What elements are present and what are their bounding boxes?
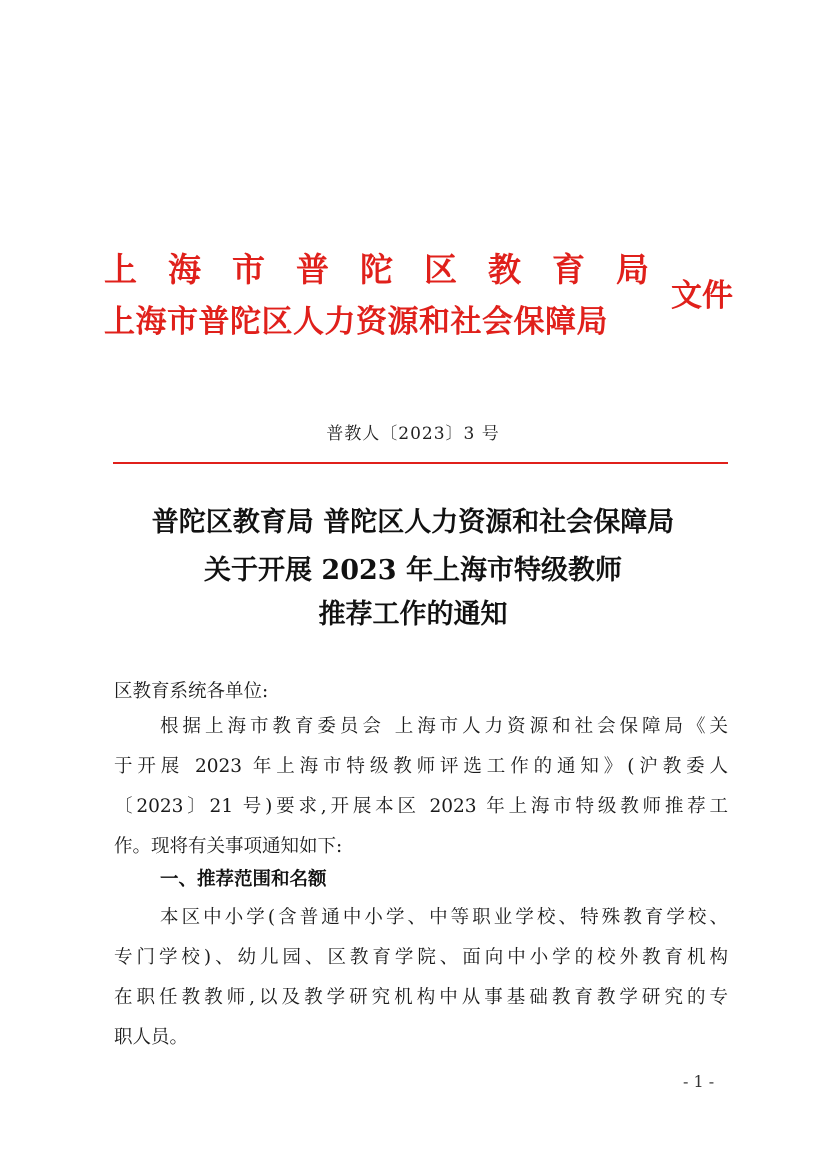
paragraph-line: 根据上海市教育委员会 上海市人力资源和社会保障局《关: [160, 716, 728, 737]
paragraph-basis: [114, 707, 728, 867]
document-number: 普教人〔2023〕3 号: [326, 424, 500, 444]
page-number: - 1 -: [683, 1072, 715, 1091]
section-heading-scope: 一、推荐范围和名额: [160, 869, 327, 890]
paragraph-line: 专门学校)、幼儿园、区教育学院、面向中小学的校外教育机构: [114, 947, 728, 968]
red-divider-line: [113, 462, 728, 464]
paragraph-line: 职人员。: [114, 1027, 189, 1048]
salutation: 区教育系统各单位:: [114, 681, 269, 702]
paragraph-scope: [114, 898, 728, 1058]
paragraph-line: 在职任教教师,以及教学研究机构中从事基础教育教学研究的专: [114, 987, 728, 1008]
issuer-name-education-bureau: 上海市普陀区教育局: [104, 250, 680, 289]
paragraph-line: 于开展 2023 年上海市特级教师评选工作的通知》(沪教委人: [114, 756, 728, 777]
paragraph-line: 本区中小学(含普通中小学、中等职业学校、特殊教育学校、: [160, 907, 728, 928]
notice-title-line-3: 推荐工作的通知: [318, 599, 508, 630]
paragraph-line: 〔2023〕21 号)要求,开展本区 2023 年上海市特级教师推荐工: [114, 796, 728, 817]
document-type-label: 文件: [671, 278, 733, 314]
notice-title-line-1: 普陀区教育局 普陀区人力资源和社会保障局: [151, 507, 675, 538]
paragraph-line: 作。现将有关事项通知如下:: [114, 836, 343, 857]
notice-title-line-2: 关于开展 2023 年上海市特级教师: [204, 555, 622, 586]
issuer-name-hr-bureau: 上海市普陀区人力资源和社会保障局: [104, 304, 608, 340]
